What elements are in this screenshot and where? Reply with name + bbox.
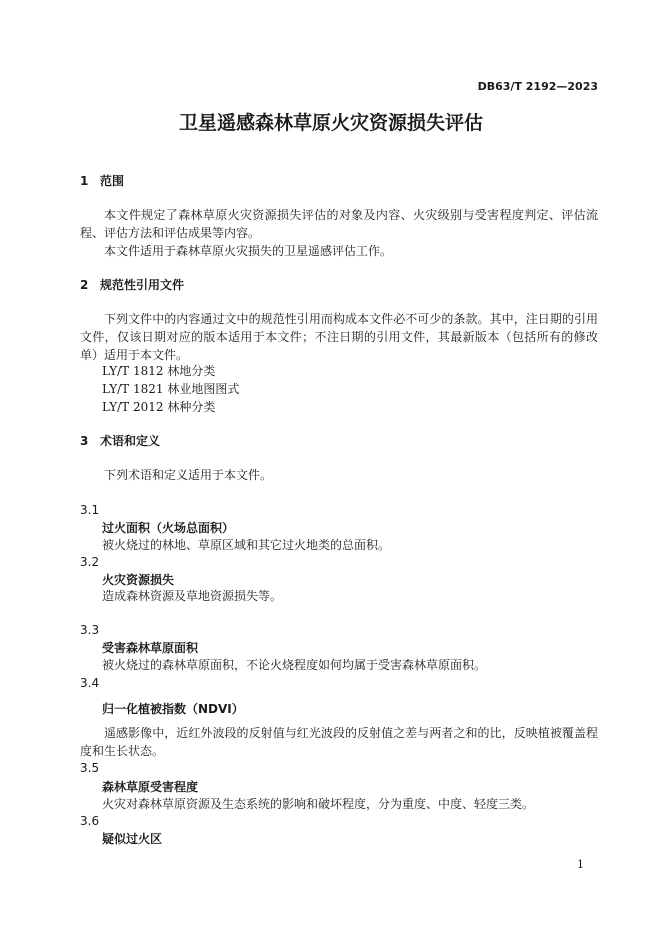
document-title: 卫星遥感森林草原火灾资源损失评估 <box>178 112 483 134</box>
term-definition: 火灾对森林草原资源及生态系统的影响和破坏程度，分为重度、中度、轻度三类。 <box>102 797 535 811</box>
term-definition-block <box>80 724 598 760</box>
normative-intro <box>80 310 598 364</box>
term-name: 火灾资源损失 <box>102 573 175 587</box>
section-number: 3 <box>80 434 89 448</box>
terms-intro: 下列术语和定义适用于本文件。 <box>104 468 273 482</box>
term-number: 3.3 <box>80 623 100 637</box>
term-number: 3.4 <box>80 676 100 690</box>
section-heading-3 <box>80 432 160 449</box>
term-name: 归一化植被指数（NDVI） <box>102 702 244 716</box>
term-definition: 被火烧过的森林草原面积，不论火烧程度如何均属于受害森林草原面积。 <box>102 658 487 672</box>
reference-item: LY/T 1812 林地分类 <box>102 364 216 378</box>
reference-item: LY/T 2012 林种分类 <box>102 400 216 414</box>
normative-intro-paragraph: 下列文件中的内容通过文中的规范性引用而构成本文件必不可少的条款。其中，注日期的引用文件，仅该日期对应的版本适用于本文件；不注日期的引用文件，其最新版本（包括所有的修改单）适用于本文件。 <box>80 312 598 362</box>
scope-paragraphs <box>80 206 598 260</box>
scope-paragraph-1: 本文件规定了森林草原火灾资源损失评估的对象及内容、火灾级别与受害程度判定、评估流程、评估方法和评估成果等内容。 <box>80 208 598 240</box>
term-definition: 被火烧过的林地、草原区域和其它过火地类的总面积。 <box>102 538 391 552</box>
term-definition: 造成森林资源及草地资源损失等。 <box>102 589 283 603</box>
term-definition: 遥感影像中，近红外波段的反射值与红光波段的反射值之差与两者之和的比，反映植被覆盖程度和生长状态。 <box>80 726 598 758</box>
term-name: 过火面积（火场总面积） <box>102 521 235 535</box>
term-name: 疑似过火区 <box>102 832 163 846</box>
term-number: 3.2 <box>80 555 100 569</box>
term-name: 森林草原受害程度 <box>102 780 199 794</box>
section-heading-1 <box>80 172 124 189</box>
section-title: 规范性引用文件 <box>100 278 185 292</box>
standard-code: DB63/T 2192—2023 <box>477 80 598 93</box>
section-title: 术语和定义 <box>100 434 161 448</box>
section-heading-2 <box>80 276 184 293</box>
reference-item: LY/T 1821 林业地图图式 <box>102 382 240 396</box>
page-number: 1 <box>577 858 584 871</box>
section-title: 范围 <box>100 174 125 188</box>
term-number: 3.1 <box>80 503 100 517</box>
section-number: 1 <box>80 174 89 188</box>
term-number: 3.6 <box>80 814 100 828</box>
scope-paragraph-2: 本文件适用于森林草原火灾损失的卫星遥感评估工作。 <box>104 244 393 258</box>
term-name: 受害森林草原面积 <box>102 641 199 655</box>
term-number: 3.5 <box>80 761 100 775</box>
section-number: 2 <box>80 278 89 292</box>
